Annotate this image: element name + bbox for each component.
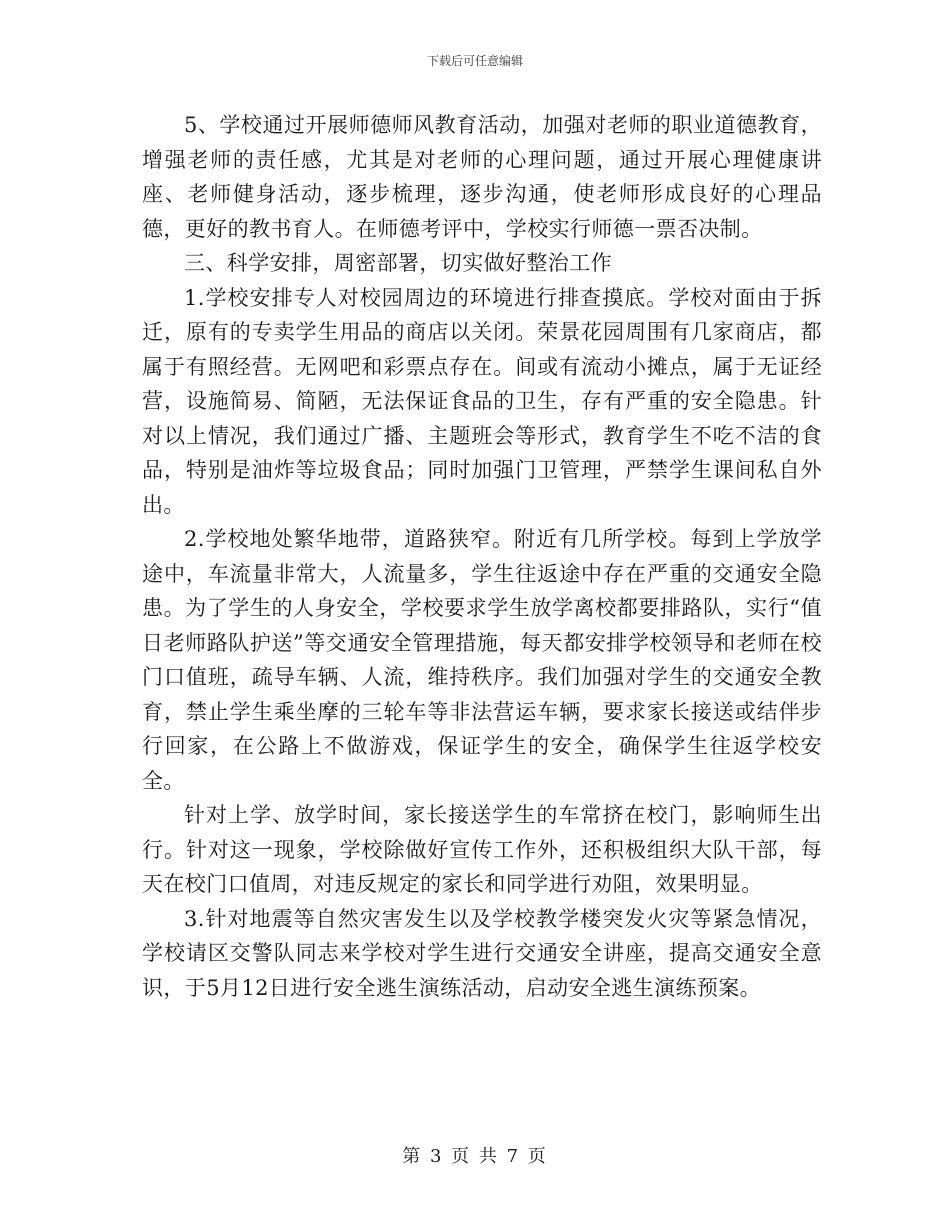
- paragraph-teacher-ethics: 5、学校通过开展师德师风教育活动，加强对老师的职业道德教育，增强老师的责任感，尤其是对老师的心理问题，通过开展心理健康讲座、老师健身活动，逐步梳理，逐步沟通，使老师形成良好的心理品德，更好的教书育人。在师德考评中，学校实行师德一票否决制。: [142, 113, 822, 241]
- page-number: 第 3 页 共 7 页: [402, 1146, 548, 1167]
- paragraph-school-gate: 针对上学、放学时间，家长接送学生的车常挤在校门，影响师生出行。针对这一现象，学校除做好宣传工作外，还积极组织大队干部，每天在校门口值周，对违反规定的家长和同学进行劝阻，效果明显。: [142, 803, 822, 896]
- section-heading-rectification: 三、科学安排，周密部署，切实做好整治工作: [184, 251, 612, 275]
- paragraph-traffic-safety: 2.学校地处繁华地带，道路狭窄。附近有几所学校。每到上学放学途中，车流量非常大，人流量多，学生往返途中存在严重的交通安全隐患。为了学生的人身安全，学校要求学生放学离校都要排路队，实行“值日老师路队护送”等交通安全管理措施，每天都安排学校领导和老师在校门口值班，疏导车辆、人流，维持秩序。我们加强对学生的交通安全教育，禁止学生乘坐摩的三轮车等非法营运车辆，要求家长接送或结伴步行回家，在公路上不做游戏，保证学生的安全，确保学生往返学校安全。: [142, 527, 822, 793]
- document-body: [142, 108, 822, 1005]
- paragraph-evacuation-drill: 3.针对地震等自然灾害发生以及学校教学楼突发火灾等紧急情况，学校请区交警队同志来学校对学生进行交通安全讲座，提高交通安全意识，于5月12日进行安全逃生演练活动，启动安全逃生演练预案。: [142, 906, 822, 1000]
- paragraph-campus-surroundings: 1.学校安排专人对校园周边的环境进行排查摸底。学校对面由于拆迁，原有的专卖学生用品的商店以关闭。荣景花园周围有几家商店，都属于有照经营。无网吧和彩票点存在。间或有流动小摊点，属于无证经营，设施简易、简陋，无法保证食品的卫生，存有严重的安全隐患。针对以上情况，我们通过广播、主题班会等形式，教育学生不吃不洁的食品，特别是油炸等垃圾食品；同时加强门卫管理，严禁学生课间私自外出。: [142, 285, 822, 517]
- page-header-note: 下载后可任意编辑: [426, 54, 523, 68]
